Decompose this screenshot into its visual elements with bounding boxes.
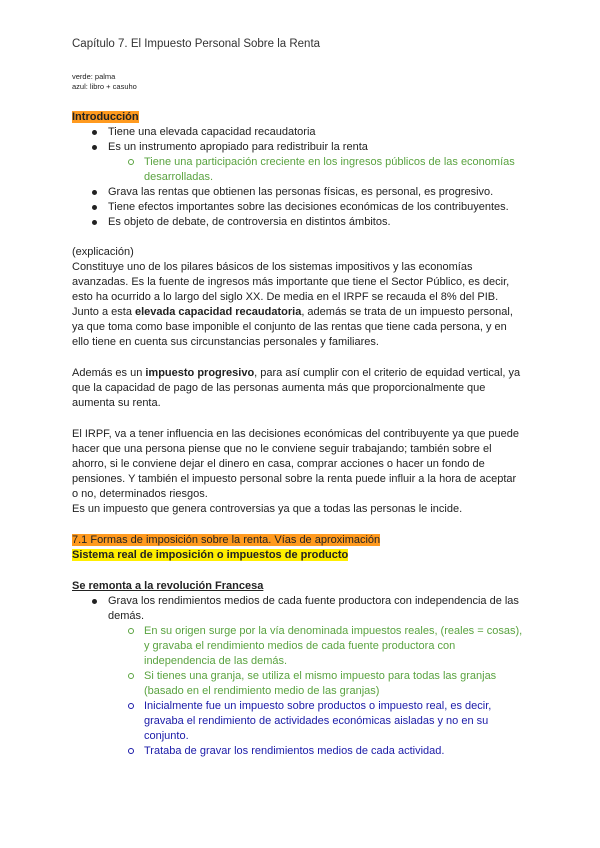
bullet-dot-icon	[92, 220, 97, 225]
bullet-dot-icon	[92, 599, 97, 604]
explanation-label: (explicación)	[72, 246, 134, 258]
sub-bullet-line: Inicialmente fue un impuesto sobre productos o impuesto real, es decir,	[144, 700, 492, 712]
bullet-dot-icon	[92, 145, 97, 150]
bullet-circle-icon	[128, 703, 134, 709]
intro-heading-text: Introducción	[72, 111, 139, 123]
sub-bullet-line: Trataba de gravar los rendimientos medios de cada actividad.	[144, 745, 445, 757]
intro-heading	[72, 110, 139, 125]
paragraph-line: El IRPF, va a tener influencia en las decisiones económicas del contribuyente ya que puede	[72, 428, 519, 440]
page-title: Capítulo 7. El Impuesto Personal Sobre la Renta	[72, 38, 321, 50]
sub-bullet-line: (basado en el rendimiento medio de las granjas)	[144, 685, 380, 697]
bullet-dot-icon	[92, 190, 97, 195]
intro-sub-bullet-line-2: desarrolladas.	[144, 171, 214, 183]
sub-bullet-line: En su origen surge por la vía denominada impuestos reales, (reales = cosas),	[144, 625, 523, 637]
paragraph-line: que la capacidad de pago de las personas aumenta más que proporcionalmente que	[72, 382, 486, 394]
intro-sub-bullet-line-1: Tiene una participación creciente en los ingresos públicos de las economías	[144, 156, 515, 168]
paragraph-line: o no, determinados riesgos.	[72, 488, 208, 500]
sub-bullet-line: conjunto.	[144, 730, 189, 742]
subheading-text: Sistema real de imposición o impuestos de producto	[72, 549, 349, 561]
bullet-circle-icon	[128, 628, 134, 634]
paragraph-line: ahorro, si le conviene dejar el dinero en casa, comprar acciones o hacer un fondo de	[72, 458, 485, 470]
bullet-dot-icon	[92, 130, 97, 135]
bold-run: elevada capacidad recaudatoria	[135, 306, 302, 318]
bullet-circle-icon	[128, 159, 134, 165]
sub-bullet-line: independencia de las demás.	[144, 655, 288, 667]
text-run: , además se trata de un impuesto personal,	[301, 306, 513, 318]
intro-bullet-text: Es un instrumento apropiado para redistribuir la renta	[108, 141, 368, 153]
paragraph-line: aumenta su renta.	[72, 397, 161, 409]
paragraph-line-with-bold	[72, 366, 520, 381]
paragraph-line: hacer que una persona piense que no le conviene seguir trabajando; también sobre el	[72, 443, 492, 455]
intro-bullet-text: Es objeto de debate, de controversia en distintos ámbitos.	[108, 216, 391, 228]
intro-bullet-text: Tiene efectos importantes sobre las decisiones económicas de los contribuyentes.	[108, 201, 509, 213]
bullet-circle-icon	[128, 673, 134, 679]
legend-blue: azul: libro + casuho	[72, 82, 137, 91]
section-bullet-line-2: demás.	[108, 610, 145, 622]
section-7-1-heading	[72, 533, 380, 548]
text-run: , para así cumplir con el criterio de equidad vertical, ya	[254, 367, 521, 379]
sub-bullet-line: y gravaba el rendimiento medios de cada fuente productora con	[144, 640, 456, 652]
text-run: Además es un	[72, 367, 146, 379]
sub-bullet-line: gravaba el rendimiento de actividades económicas aisladas y no en su	[144, 715, 489, 727]
paragraph-line: ya que toma como base imponible el conjunto de las rentas que tiene cada persona, y en	[72, 321, 507, 333]
text-run: Junto a esta	[72, 306, 135, 318]
paragraph-line: Es un impuesto que genera controversias ya que a todas las personas le incide.	[72, 503, 463, 515]
underlined-heading: Se remonta a la revolución Francesa	[72, 580, 264, 592]
legend-green: verde: palma	[72, 72, 116, 81]
intro-bullet-text: Grava las rentas que obtienen las personas físicas, es personal, es progresivo.	[108, 186, 494, 198]
bullet-dot-icon	[92, 205, 97, 210]
paragraph-line: avanzadas. Es la fuente de ingresos más importante que tiene el Sector Público, es decir,	[72, 276, 510, 288]
paragraph-line-with-bold	[72, 305, 513, 320]
paragraph-line: esto ha ocurrido a lo largo del siglo XX. De media en el IRPF se recauda el 8% del PIB.	[72, 291, 499, 303]
intro-bullet-text: Tiene una elevada capacidad recaudatoria	[108, 126, 316, 138]
section-bullet-line-1: Grava los rendimientos medios de cada fuente productora con independencia de las	[108, 595, 519, 607]
paragraph-line: Constituye uno de los pilares básicos de los sistemas impositivos y las economías	[72, 261, 473, 273]
section-7-1-subheading	[72, 548, 348, 563]
sub-bullet-line: Si tienes una granja, se utiliza el mismo impuesto para todas las granjas	[144, 670, 497, 682]
bullet-circle-icon	[128, 748, 134, 754]
paragraph-line: ello tiene en cuenta sus circunstancias personales y familiares.	[72, 336, 379, 348]
paragraph-line: pensiones. Y también el impuesto personal sobre la renta puede influir a la hora de aceptar	[72, 473, 517, 485]
section-heading-text: 7.1 Formas de imposición sobre la renta. Vías de aproximación	[72, 534, 381, 546]
bold-run: impuesto progresivo	[145, 367, 255, 379]
